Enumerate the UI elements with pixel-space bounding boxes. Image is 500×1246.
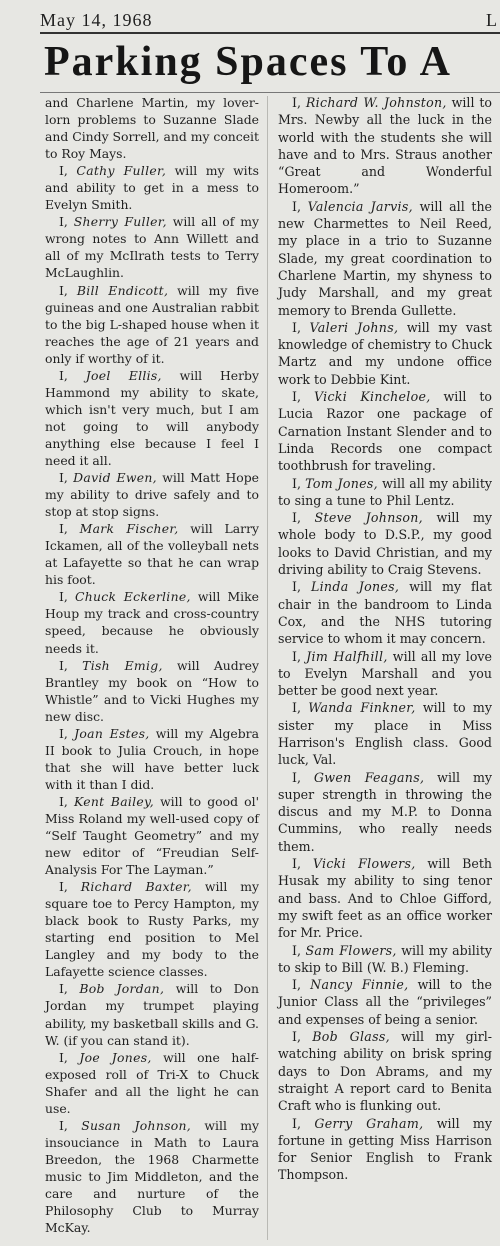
will-entry [45,469,259,520]
entry-prefix: I, [292,475,306,491]
entry-text: will Mike Houp my track and cross-country speed, because he obviously needs it. [45,589,259,656]
right-column [278,94,492,1184]
entry-prefix: I, [292,579,311,595]
will-entry [278,94,492,198]
entry-prefix: I, [292,648,307,664]
will-entry [45,588,259,656]
student-name: Cathy Fuller, [76,163,167,179]
entry-text: will Herby Hammond my ability to skate, which isn't very much, but I am not going to will anybody anything else because I feel I need it all. [45,367,259,468]
entry-text: will my flat chair in the bandroom to Linda Cox, and the NHS tutoring service to whom it may concern. [278,579,492,647]
student-name: Susan Johnson, [81,1117,192,1133]
entry-text: will all my ability to sing a tune to Phil Lentz. [278,475,493,508]
will-entry [278,648,492,700]
student-name: Richard Baxter, [80,879,192,895]
entry-prefix: I, [59,521,80,537]
entry-text: will to Mrs. Newby all the luck in the world with the students she will have and to Mrs. Straus another “Great and Wonderful Homeroom.” [278,95,493,197]
entry-text: will Audrey Brantley my book on “How to Whistle” and to Vicki Hughes my new disc. [45,657,259,724]
entry-prefix: I, [59,657,83,673]
headline-rule [40,92,500,93]
entry-text: will my whole body to D.S.P., my good looks to David Christian, and my driving ability to Craig Stevens. [278,510,492,578]
page-marker: L [486,10,498,30]
issue-date: May 14, 1968 [40,10,153,30]
entry-prefix: I, [59,725,75,741]
entry-text: will my wits and ability to get in a mess to Evelyn Smith. [45,163,259,213]
will-entry [278,976,492,1028]
will-entry [278,319,492,388]
entry-prefix: I, [59,470,74,486]
entry-text: will my super strength in throwing the discus and my M.P. to Donna Cummins, who really needs them. [278,769,492,854]
student-name: Valeri Johns, [309,319,399,335]
entry-prefix: I, [292,510,315,526]
will-entry [45,162,259,213]
entry-text: will all of my wrong notes to Ann Willett and all of my McIlrath tests to Terry McLaughlin. [45,214,259,281]
entry-prefix: I, [59,589,75,605]
student-name: Valencia Jarvis, [307,198,413,214]
entry-text: will Beth Husak my ability to sing tenor and bass. And to Chloe Gifford, my swift feet as an office worker for Mr. Price. [278,856,492,941]
will-entry [45,94,259,162]
entry-prefix: I, [292,769,314,785]
left-column [45,94,259,1236]
student-name: Kent Bailey, [73,793,154,809]
will-entry [278,855,492,941]
will-entry [278,388,492,474]
entry-text: will Larry Ickamen, all of the volleyball nets at Lafayette so that he can wrap his foot. [45,521,259,588]
student-name: Richard W. Johnston, [305,95,447,110]
will-entry [45,657,259,725]
entry-prefix: I, [59,282,77,298]
will-entry [45,1117,259,1236]
entry-prefix: I, [292,1029,313,1045]
entry-text: will to the Junior Class all the “privileges” and expenses of being a senior. [278,977,493,1027]
entry-prefix: I, [59,1117,82,1133]
student-name: Bill Endicott, [76,282,169,298]
entry-text: will Matt Hope my ability to drive safely and to stop at stop signs. [45,470,260,520]
will-entry [45,793,259,878]
student-name: David Ewen, [73,470,157,486]
will-entry [278,475,492,510]
entry-prefix: I, [292,700,309,716]
entry-prefix: I, [59,981,80,997]
student-name: Tish Emig, [82,657,163,673]
entry-text: will all the new Charmettes to Neil Reed, my place in a trio to Suzanne Slade, my great coordination to Charlene Martin, my shyness to Judy Marshall, and my great memory to Brenda Gullette. [278,198,493,318]
entry-prefix: I, [292,95,306,110]
student-name: Joel Ellis, [85,367,162,383]
entry-text: will to my sister my place in Miss Harrison's English class. Good luck, Val. [278,700,492,768]
will-entry [45,725,259,793]
student-name: Bob Jordan, [79,981,165,997]
entry-prefix: I, [59,879,81,895]
dateline [40,10,500,34]
entry-prefix: I, [292,198,308,214]
entry-prefix: I, [59,214,74,230]
student-name: Gwen Feagans, [313,769,425,785]
entry-text: will all my love to Evelyn Marshall and you better be good next year. [278,648,492,699]
will-entry [278,578,492,647]
will-entry [45,980,259,1048]
student-name: Vicki Flowers, [312,856,416,872]
entry-prefix: I, [292,977,311,993]
entry-text: will my ability to skip to Bill (W. B.) Fleming. [278,942,492,975]
entry-prefix: I, [292,942,306,958]
entry-prefix: I, [59,163,77,179]
student-name: Bob Glass, [312,1029,390,1045]
student-name: Vicki Kincheloe, [313,389,431,405]
student-name: Jim Halfhill, [306,648,388,664]
will-entry [278,769,492,855]
entry-text: will my vast knowledge of chemistry to Chuck Martz and my undone office work to Debbie Kint. [278,319,492,387]
will-entry [278,942,492,977]
entry-text: will my Algebra II book to Julia Crouch, in hope that she will have better luck with it than I did. [45,725,259,792]
will-entry [45,282,259,367]
will-entry [278,699,492,768]
will-entry [45,1049,259,1117]
entry-text: and Charlene Martin, my lover-lorn problems to Suzanne Slade and Cindy Sorrell, and my conceit to Roy Mays. [45,95,259,162]
student-name: Wanda Finkner, [308,700,416,716]
student-name: Gerry Graham, [314,1115,424,1131]
entry-text: will my fortune in getting Miss Harrison for Senior English to Frank Thompson. [278,1115,492,1183]
will-entry [278,509,492,578]
student-name: Tom Jones, [305,475,378,491]
entry-text: will my girl-watching ability on brisk spring days to Don Abrams, and my straight A report card to Benita Craft who is flunking out. [278,1029,492,1114]
entry-text: will to Lucia Razor one package of Carnation Instant Slender and to Linda Records one compact toothbrush for traveling. [278,389,492,474]
student-name: Sherry Fuller, [73,214,167,230]
student-name: Nancy Finnie, [310,977,409,993]
entry-prefix: I, [292,389,314,405]
student-name: Linda Jones, [310,579,400,595]
student-name: Joan Estes, [74,725,150,741]
entry-prefix: I, [59,1049,80,1065]
entry-text: will to good ol' Miss Roland my well-used copy of “Self Taught Geometry” and my new editor of “Freudian Self-Analysis For The Layman.” [45,793,259,878]
entry-text: will my square toe to Percy Hampton, my black book to Rusty Parks, my starting end position to Mel Langley and my body to the Lafayette science classes. [45,879,259,980]
entry-text: will one half-exposed roll of Tri-X to Chuck Shafer and all the light he can use. [45,1049,259,1116]
entry-prefix: I, [292,856,313,872]
student-name: Sam Flowers, [305,942,397,958]
will-entry [45,367,259,469]
entry-prefix: I, [292,319,310,335]
entry-text: will my five guineas and one Australian rabbit to the big L-shaped house when it reaches the age of 21 years and only if worthy of it. [45,282,259,366]
student-name: Chuck Eckerline, [74,589,191,605]
will-entry [45,878,259,980]
student-name: Joe Jones, [79,1049,152,1065]
will-entry [278,1028,492,1114]
entry-prefix: I, [59,367,86,383]
will-entry [278,198,492,319]
will-entry [45,213,259,281]
entry-text: will my insouciance in Math to Laura Breedon, the 1968 Charmette music to Jim Middleton, and the care and nurture of the Philosophy Club to Murray McKay. [45,1117,259,1236]
will-entry [278,1115,492,1184]
headline: Parking Spaces To A [44,39,452,85]
student-name: Steve Johnson, [314,510,423,526]
will-entry [45,520,259,588]
column-divider [267,96,268,1240]
student-name: Mark Fischer, [79,521,179,537]
entry-text: will to Don Jordan my trumpet playing ability, my basketball skills and G. W. (if you can stand it). [45,981,260,1048]
entry-prefix: I, [292,1115,315,1131]
entry-prefix: I, [59,793,74,809]
